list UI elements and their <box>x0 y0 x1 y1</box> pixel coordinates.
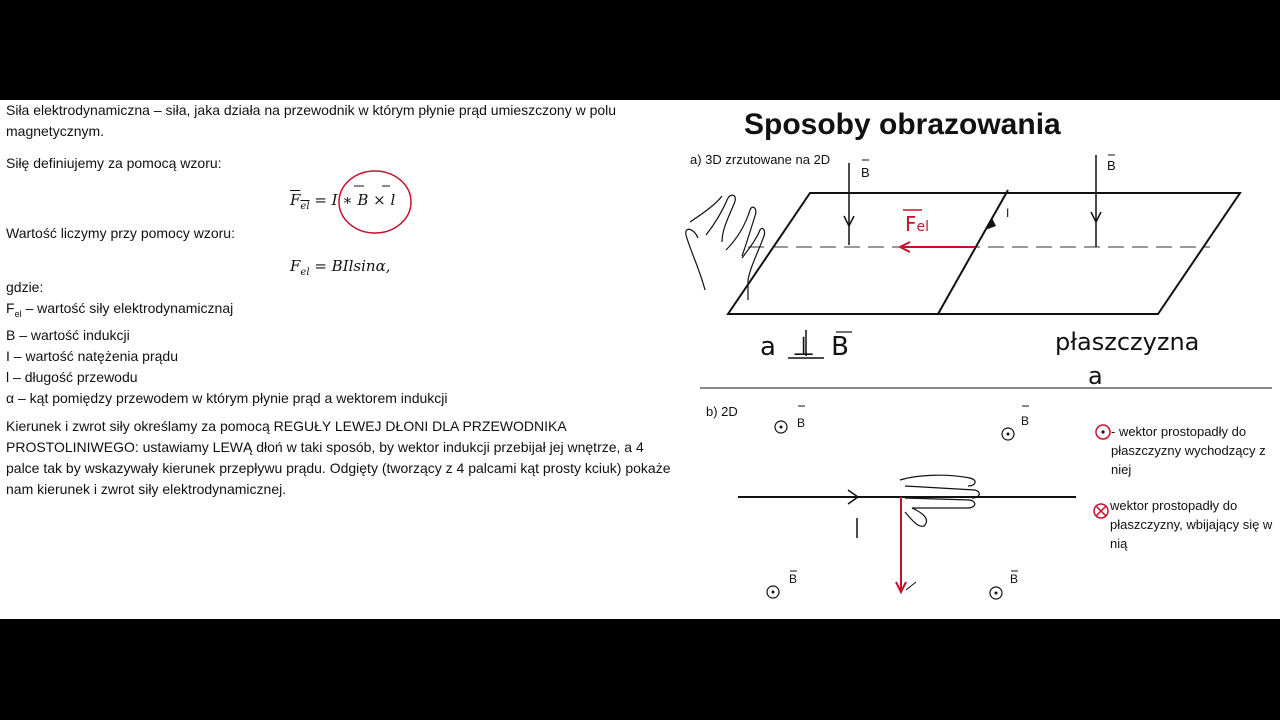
where-text: gdzie: <box>6 279 44 295</box>
value-intro-text: Wartość liczymy przy pomocy wzoru: <box>6 225 235 241</box>
highlight-circle <box>339 171 411 233</box>
force-value-formula: $F_{el} = BIlsin\alpha$, <box>290 257 391 278</box>
force-rhs: = I ∗ B × l <box>314 191 396 209</box>
hand-note-perp: a ⊥ B <box>760 332 853 362</box>
intro-text: Siła elektrodynamiczna – siła, jaka działa na przewodnik w którym płynie prąd umieszczony w polu magnetycznym. <box>6 102 617 139</box>
force-symbol: $F_{el}$ <box>290 191 310 212</box>
plane-shape <box>728 193 1240 314</box>
i-label-3d: I <box>1006 206 1010 220</box>
hand-sketch-3d <box>686 195 765 300</box>
b-label-2d-top-left: B <box>797 416 806 430</box>
hand-note-plane: płaszczyzna <box>1055 328 1200 356</box>
legend-item: $F_{el}$ – wartość siły elektrodynamicznaj <box>6 300 234 319</box>
hand-sketch-2d <box>900 475 979 526</box>
scribble-mark <box>906 582 916 590</box>
b-label-2d-bottom-left: B <box>789 572 798 586</box>
legend-out-icon <box>1096 425 1110 439</box>
define-text: Siłę definiujemy za pomocą wzoru: <box>6 155 222 171</box>
section-title: Sposoby obrazowania <box>744 108 1061 141</box>
out-of-plane-symbol <box>775 421 787 433</box>
out-of-plane-symbol <box>767 586 779 598</box>
legend-out-text: - wektor prostopadły do płaszczyzny wychodzący z niej <box>1111 424 1266 477</box>
slide <box>0 100 1280 619</box>
legend-item: α – kąt pomiędzy przewodem w którym płynie prąd a wektorem indukcji <box>6 389 448 406</box>
out-of-plane-symbol <box>1002 428 1014 440</box>
rule-text: Kierunek i zwrot siły określamy za pomocą REGUŁY LEWEJ DŁONI DLA PRZEWODNIKA PROSTOLINIWEGO: ustawiamy LEWĄ dłoń w taki sposób, by wektor indukcji przebijał jej wnętrze, a 4 palce tak by wskazywały kierunek przepływu prądu. Odgięty (tworzący z 4 palcami kąt prosty kciuk) pokaże nam kierunek i zwrot siły elektrodynamicznej. <box>6 418 671 497</box>
legend-item: I – wartość natężenia prądu <box>6 347 178 364</box>
b-label-3d-right: B <box>1107 158 1116 173</box>
diagram-canvas <box>0 100 1280 619</box>
legend-in-icon <box>1094 504 1108 518</box>
hand-note-a: a <box>1088 362 1103 390</box>
section-a-label: a) 3D zrzutowane na 2D <box>690 152 831 167</box>
out-of-plane-symbol <box>990 587 1002 599</box>
legend-item: B – wartość indukcji <box>6 326 130 343</box>
b-label-2d-bottom-right: B <box>1010 572 1019 586</box>
section-b-label: b) 2D <box>706 404 738 419</box>
b-label-2d-top-right: B <box>1021 414 1030 428</box>
legend-in-text: wektor prostopadły do płaszczyzny, wbijający się w nią <box>1110 498 1273 551</box>
legend-item: l – długość przewodu <box>6 368 138 385</box>
force-label-3d: Fel <box>905 212 930 236</box>
b-label-3d-left: B <box>861 165 870 180</box>
wire-3d <box>938 190 1008 314</box>
